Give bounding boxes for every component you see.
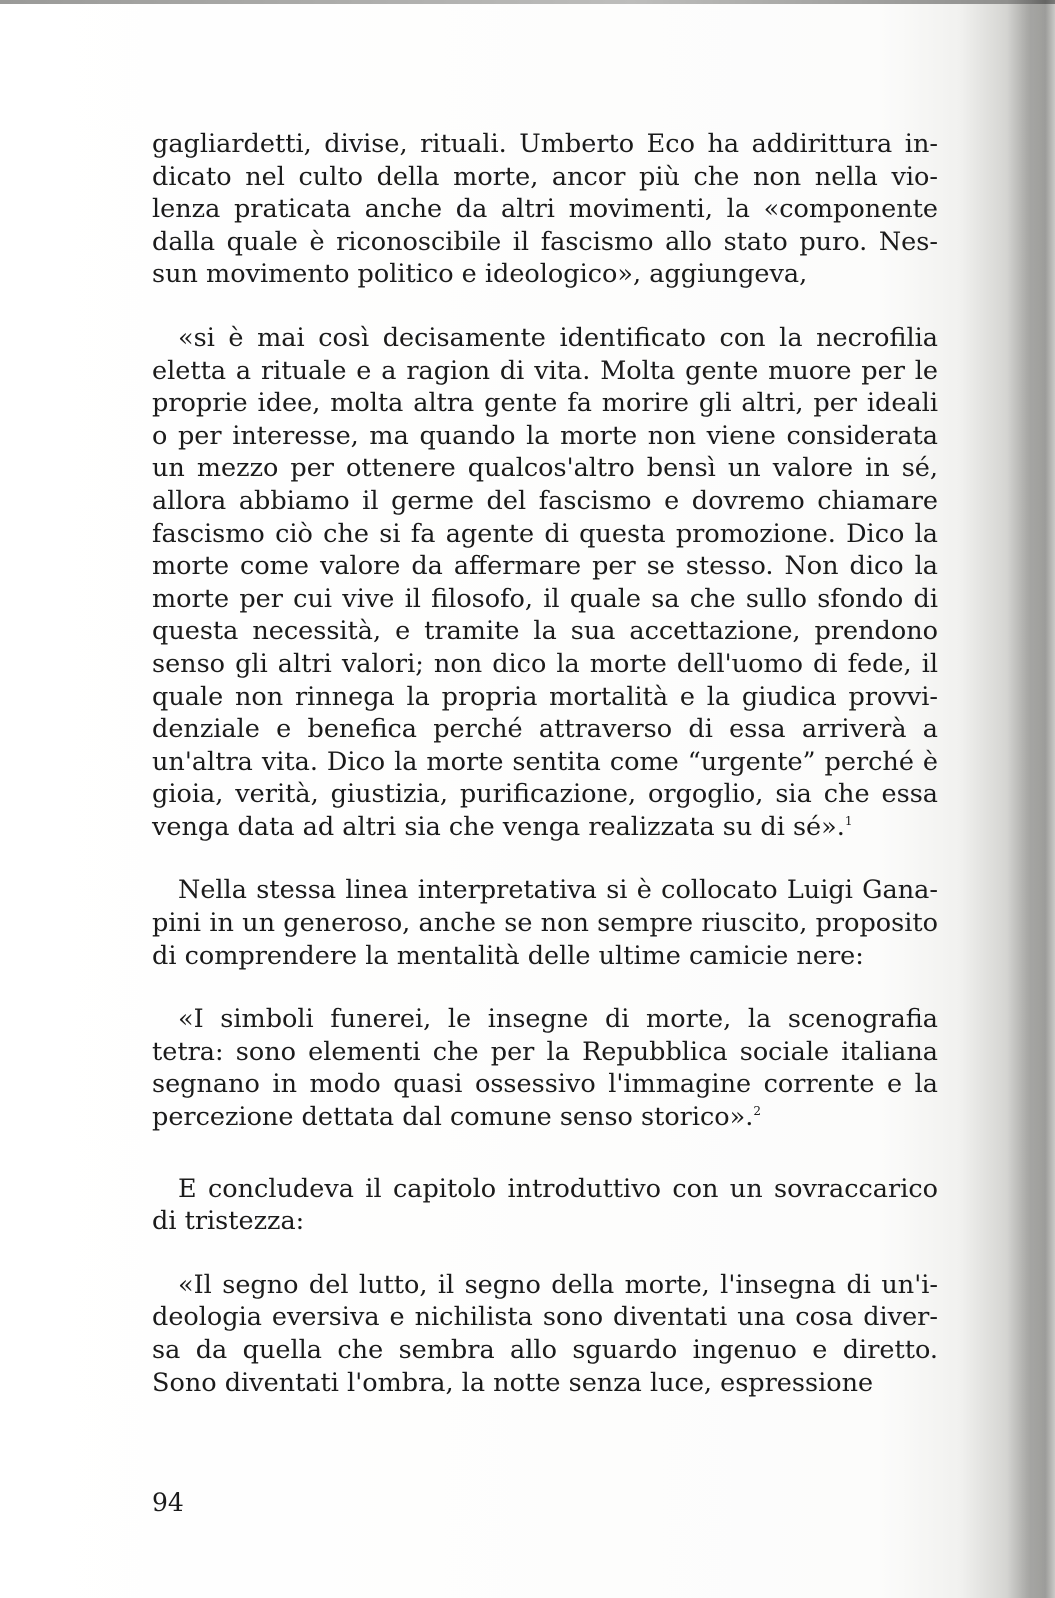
footnote-ref-2: 2 [753, 1104, 762, 1119]
paragraph-intro: gagliardetti, divise, rituali. Umberto Eco ha addirittura indicato nel culto della morte, ancor più che non nella violenza praticata anche da altri movimenti, la «componente dalla quale è riconoscibile il fascismo allo stato puro. Nessun movimento politico e ideologico», aggiungeva, [152, 129, 938, 290]
page-top-edge [0, 0, 1055, 4]
paragraph-ganapini: Nella stessa linea interpretativa si è collocato Luigi Ganapini in un generoso, anche se non sempre riuscito, proposito di comprendere la mentalità delle ultime camicie nere: [152, 875, 938, 971]
page-number: 94 [152, 1488, 184, 1517]
quote-eco [152, 322, 938, 844]
quote-lutto: «Il segno del lutto, il segno della morte, l'insegna di un'ideologia eversiva e nichilista sono diventati una cosa diversa da quella che sembra allo sguardo ingenuo e diretto. Sono diventati l'ombra, la notte senza luce, espressione [152, 1269, 938, 1398]
quote-ganapini [152, 1003, 938, 1133]
paragraph-conclusion: E concludeva il capitolo introduttivo con un sovraccarico di tristezza: [152, 1173, 938, 1237]
quote-ganapini-text: «I simboli funerei, le insegne di morte, la scenografia tetra: sono elementi che per la Repubblica sociale italiana segnano in modo quasi ossessivo l'immagine corrente e la percezione dettata dal comune senso storico». [152, 1004, 938, 1133]
quote-eco-text: «si è mai così decisamente identificato con la necrofilia eletta a rituale e a ragion di vita. Molta gente muore per le proprie idee, molta altra gente fa morire gli altri, per ideali o per interesse, ma quando la morte non viene considerata un mezzo per ottenere qualcos'altro bensì un valore in sé, allora abbiamo il germe del fascismo e dovremo chiamare fascismo ciò che si fa agente di questa promozione. Dico la morte come valore da affermare per se stesso. Non dico la morte per cui vive il filosofo, il quale sa che sullo sfondo di questa necessità, e tramite la sua accettazione, prendono senso gli altri valori; non dico la morte dell'uomo di fede, il quale non rinnega la propria mortalità e la giudica provvidenziale e benefica perché attraverso di essa arriverà a un'altra vita. Dico la morte sentita come “urgente” perché è gioia, verità, giustizia, purificazione, orgoglio, sia che essa venga data ad altri sia che venga realizzata su di sé». [152, 322, 938, 842]
spine-shadow [1007, 0, 1055, 1598]
footnote-ref-1: 1 [844, 813, 853, 828]
page-text [152, 128, 938, 1430]
